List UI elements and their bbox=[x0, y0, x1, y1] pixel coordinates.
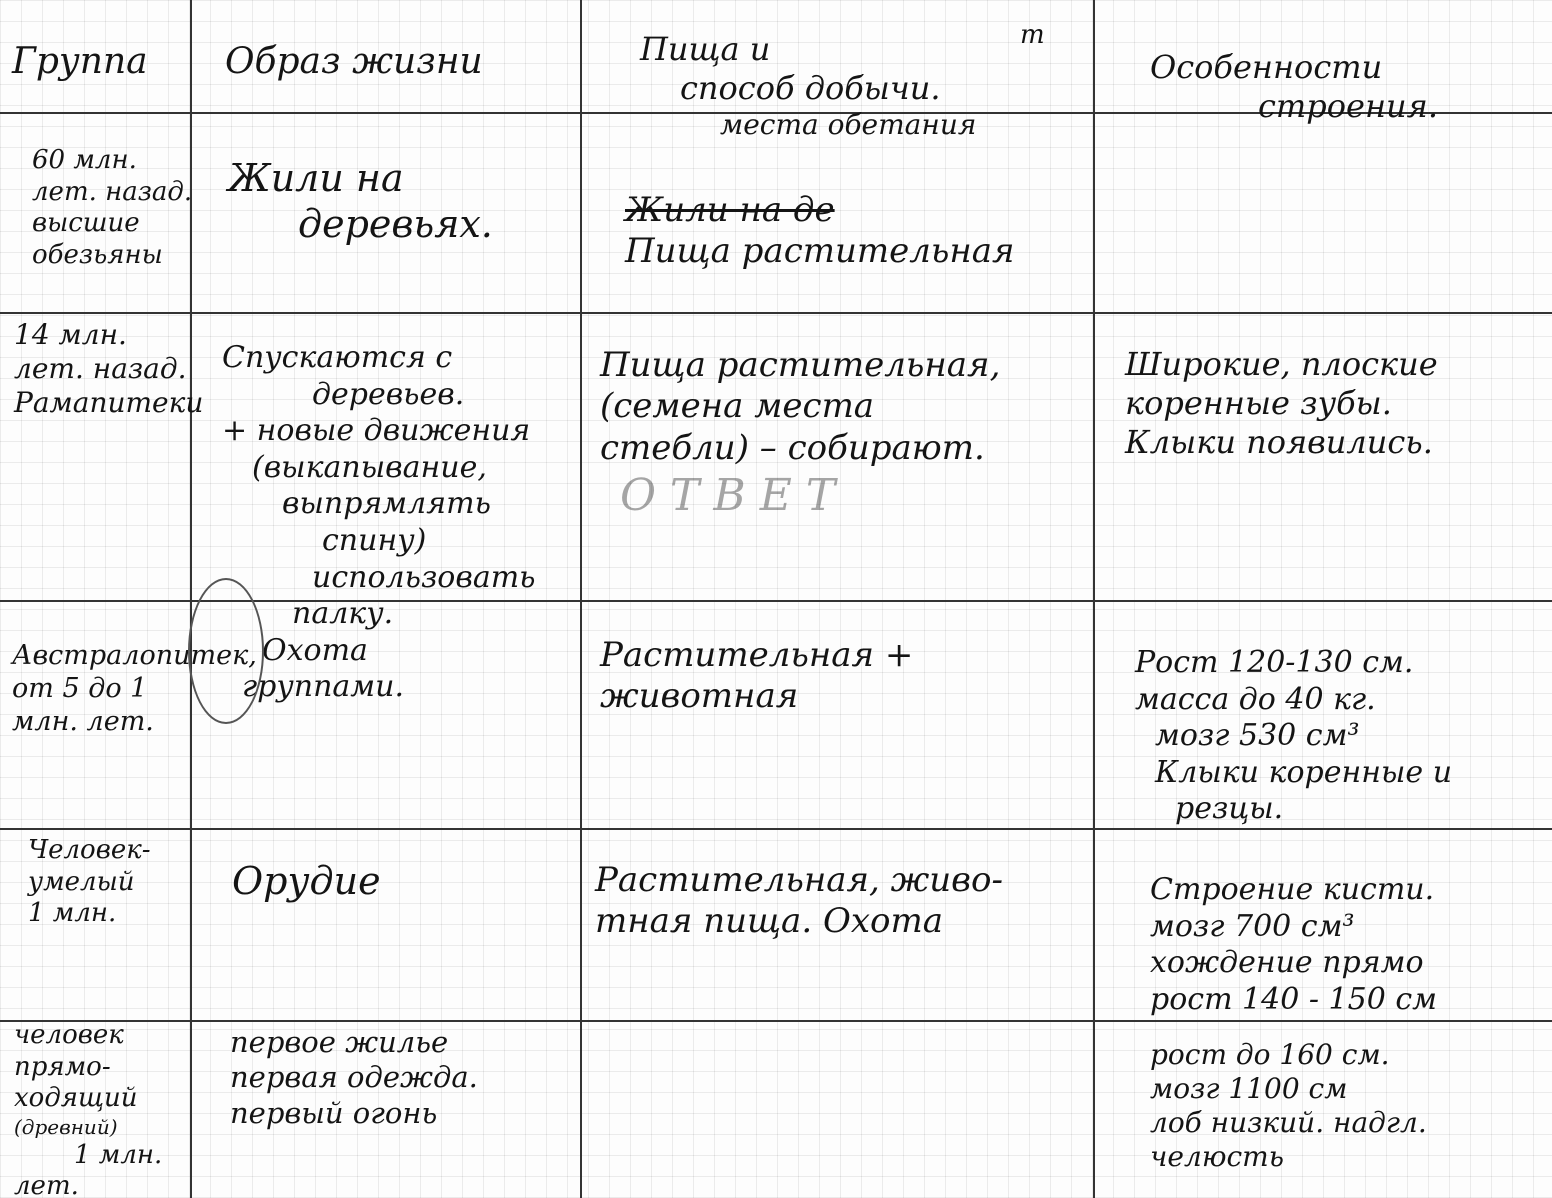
row5-lifestyle: первое жилье первая одежда. первый огонь bbox=[230, 1025, 478, 1130]
row2-group: 14 млн. лет. назад. Рамапитеки bbox=[14, 318, 204, 420]
row-divider bbox=[0, 1020, 1552, 1022]
column-divider bbox=[1093, 0, 1095, 1198]
header-group: Группа bbox=[12, 41, 148, 82]
row3-food: Растительная + животная bbox=[600, 635, 914, 717]
header-food: Пища и способ добычи. места обетания bbox=[640, 30, 977, 142]
row4-lifestyle: Орудие bbox=[232, 859, 381, 903]
column-divider bbox=[580, 0, 582, 1198]
row-divider bbox=[0, 828, 1552, 830]
row1-food: Жили на де Пища растительная bbox=[625, 190, 1015, 272]
header-features: Особенности строения. bbox=[1150, 48, 1438, 126]
row2-features: Широкие, плоские коренные зубы. Клыки появились. bbox=[1125, 345, 1438, 462]
row4-features: Строение кисти. мозг 700 см³ хождение прямо рост 140 - 150 см bbox=[1150, 872, 1437, 1017]
row3-group: Австралопитек, от 5 до 1 млн. лет. bbox=[12, 640, 257, 737]
row1-lifestyle: Жили на деревьях. bbox=[228, 156, 493, 247]
row-divider bbox=[0, 312, 1552, 314]
row1-group: 60 млн. лет. назад. высшие обезьяны bbox=[32, 145, 193, 271]
faint-watermark: О Т В Е Т bbox=[620, 470, 836, 521]
row2-food: Пища растительная, (семена места стебли) – собирают. bbox=[600, 345, 1001, 468]
row5-features: рост до 160 см. мозг 1100 см лоб низкий. надгл. челюсть bbox=[1150, 1038, 1427, 1174]
row2-lifestyle: Спускаются с деревьев. + новые движения (выкапывание, выпрямлять спину) использовать палку. Охота группами. bbox=[222, 340, 536, 705]
header-lifestyle: Образ жизни bbox=[225, 41, 483, 82]
row3-features: Рост 120-130 см. масса до 40 кг. мозг 530 см³ Клыки коренные и резцы. bbox=[1135, 645, 1453, 827]
row5-group: человек прямо- ходящий (древний) 1 млн. лет. bbox=[14, 1020, 163, 1198]
row4-group: Человек- умелый 1 млн. bbox=[28, 835, 151, 929]
circled-mark bbox=[188, 578, 264, 724]
struck-text: Жили на де bbox=[625, 190, 835, 230]
corner-mark: т bbox=[1020, 20, 1045, 50]
row4-food: Растительная, живо- тная пища. Охота bbox=[595, 860, 1003, 942]
